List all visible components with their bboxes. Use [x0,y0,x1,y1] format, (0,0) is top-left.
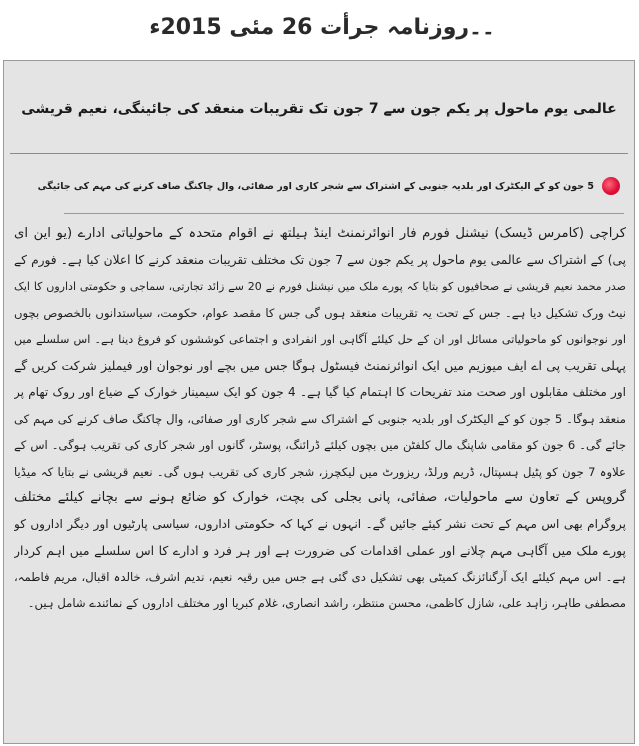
article-line: اور مختلف مقابلوں اور صحت مند تفریحات کا اہتمام کیا گیا ہے۔ 4 جون کو ایک سیمینار خوارک کے ضیاع اور روک تھام پر [14,385,626,400]
article-line: گروپس کے تعاون سے ماحولیات، صفائی، پانی بجلی کی بچت، خوارک کو ضائع ہونے سے بچانے کیلئے مختلف [14,489,626,505]
article-body [14,221,626,741]
article-line: پورے ملک میں آگاہی مہم چلانے اور عملی اقدامات کی ضرورت ہے اور ہر فرد و ادارے کا اس سلسلے میں اہم کردار [14,542,626,558]
article-line: پہلی تقریب پی اے ایف میوزیم میں ایک انوائرنمنٹ فیسٹول ہوگا جس میں بچے اور نوجوان اور فیملیز شرکت کریں گے [14,357,626,373]
newspaper-masthead [140,4,504,50]
masthead-text: ۔۔روزنامہ جرأت 26 مئی 2015ء [149,14,495,40]
article-line: علاوہ 7 جون کو پٹیل ہسپتال، ڈریم ورلڈ، ریزورٹ میں لیکچرز، شجر کاری کی تقریب ہوں گی۔ نعیم قریشی نے بتایا کہ میڈیا [14,464,626,479]
section-divider [64,213,624,214]
article-line: منعقد ہوگا۔ 5 جون کو کے الیکٹرک اور بلدیہ جنوبی کے اشتراک سے شجر کاری اور صفائی، وال چاکنگ صاف کرنے کی مہم کی [14,411,626,426]
article-line: پروگرام بھی اس مہم کے تحت نشر کیئے جائیں گے۔ انہوں نے کہا کہ حکومتی اداروں، سیاسی پارٹیوں اور دیگر اداروں کو [14,517,626,532]
article-line: پی) کے اشتراک سے عالمی یوم ماحول پر یکم جون سے 7 جون تک مختلف تقریبات منعقد کرنے کا اعلان کیا ہے۔ فورم کے [14,253,626,268]
headline [10,65,628,154]
article-line: جائے گی۔ 6 جون کو مقامی شاپنگ مال کلفٹن میں بچوں کیلئے ڈرائنگ، پوسٹر، گانوں اور شجر کاری کی تقریب ہوگی۔ اس کے [14,438,626,453]
red-bullet-icon [602,177,620,195]
news-clipping [3,60,635,744]
subheadline [18,161,624,211]
article-line: نیٹ ورک تشکیل دیا ہے۔ جس کے تحت یہ تقریبات منعقد ہوں گی جس کا مقصد عوام، حکومت، سیاستدانوں بالخصوص بچوں [14,306,626,321]
headline-text: عالمی یوم ماحول پر یکم جون سے 7 جون تک تقریبات منعقد کی جائینگی، نعیم قریشی [21,101,617,117]
article-line: ہے۔ اس مہم کیلئے ایک آرگنائزنگ کمیٹی بھی تشکیل دی گئی ہے جس میں رقیہ نعیم، ندیم اشرف، خالدہ اقبال، مریم فاطمہ، [14,570,626,585]
article-line: اور نوجوانوں کو ماحولیاتی مسائل اور ان کے حل کیلئے آگاہی اور انفرادی و اجتماعی کوششوں کو فروغ دینا ہے۔ اس سلسلے میں [14,332,626,346]
subheadline-text: 5 جون کو کے الیکٹرک اور بلدیہ جنوبی کے اشتراک سے شجر کاری اور صفائی، وال چاکنگ صاف کرنے کی مہم کی جائیگی [37,180,594,192]
article-line: صدر محمد نعیم قریشی نے صحافیوں کو بتایا کہ پورے ملک میں نیشنل فورم نے 20 سے زائد تجارتی، سماجی و حکومتی اداروں کا ایک [14,279,626,293]
article-line: مصطفی طاہر، زاہد علی، شازل کاظمی، محسن منتظر، راشد انصاری، غلام کبریا اور مختلف اداروں کے نمائندے شامل ہیں۔ [27,596,626,611]
article-line: کراچی (کامرس ڈیسک) نیشنل فورم فار انوائرنمنٹ اینڈ ہیلتھ نے اقوام متحدہ کے ماحولیاتی ادارے (یو این ای [14,226,626,241]
